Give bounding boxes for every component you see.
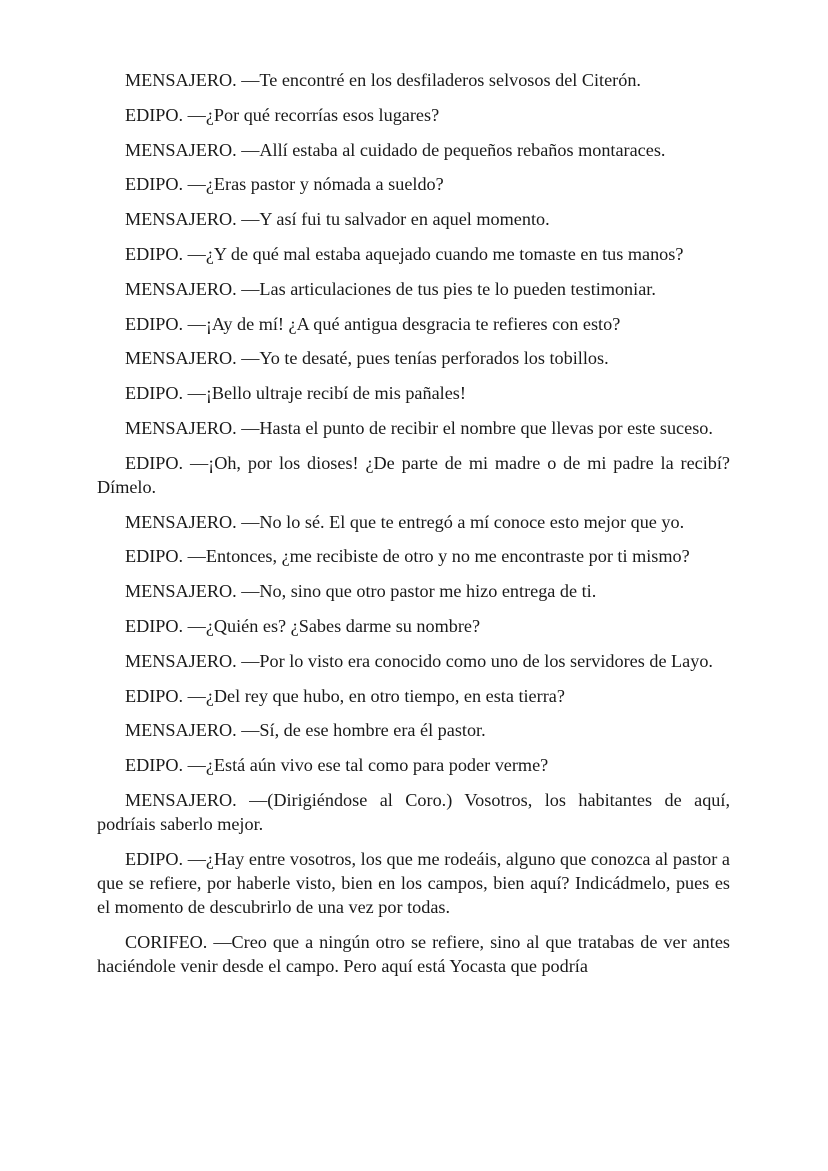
- dialogue-line: MENSAJERO. —(Dirigiéndose al Coro.) Vosotros, los habitantes de aquí, podríais saberlo mejor.: [97, 789, 730, 834]
- dialogue-line: EDIPO. —¿Está aún vivo ese tal como para poder verme?: [125, 755, 549, 776]
- dialogue-line: MENSAJERO. —Yo te desaté, pues tenías perforados los tobillos.: [125, 348, 609, 369]
- dialogue-line: EDIPO. —¿Quién es? ¿Sabes darme su nombre?: [125, 615, 481, 636]
- dialogue-line: EDIPO. —¿Hay entre vosotros, los que me rodeáis, alguno que conozca al pastor a que se refiere, por haberle visto, bien en los campos, bien aquí? Indicádmelo, pues es el momento de descubrirlo de una vez por todas.: [97, 848, 730, 917]
- dialogue-line: MENSAJERO. —No lo sé. El que te entregó a mí conoce esto mejor que yo.: [125, 511, 685, 532]
- dialogue-line: CORIFEO. —Creo que a ningún otro se refiere, sino al que tratabas de ver antes haciéndole venir desde el campo. Pero aquí está Yocasta que podría: [97, 931, 730, 976]
- dialogue-line: MENSAJERO. —Hasta el punto de recibir el nombre que llevas por este suceso.: [125, 417, 713, 438]
- dialogue-line: EDIPO. —Entonces, ¿me recibiste de otro y no me encontraste por ti mismo?: [125, 546, 690, 567]
- dialogue-line: MENSAJERO. —Sí, de ese hombre era él pastor.: [125, 720, 486, 741]
- dialogue-line: EDIPO. —¡Bello ultraje recibí de mis pañales!: [125, 383, 466, 404]
- dialogue-line: EDIPO. —¿Del rey que hubo, en otro tiempo, en esta tierra?: [125, 685, 565, 706]
- dialogue-line: MENSAJERO. —Las articulaciones de tus pies te lo pueden testimoniar.: [125, 278, 656, 299]
- dialogue-line: MENSAJERO. —Allí estaba al cuidado de pequeños rebaños montaraces.: [125, 139, 666, 160]
- dialogue-line: MENSAJERO. —Y así fui tu salvador en aquel momento.: [125, 209, 550, 230]
- dialogue-line: EDIPO. —¡Oh, por los dioses! ¿De parte de mi madre o de mi padre la recibí? Dímelo.: [97, 452, 730, 497]
- dialogue-line: EDIPO. —¡Ay de mí! ¿A qué antigua desgracia te refieres con esto?: [125, 313, 621, 334]
- dialogue-line: MENSAJERO. —Te encontré en los desfiladeros selvosos del Citerón.: [125, 70, 641, 90]
- dialogue-line: EDIPO. —¿Y de qué mal estaba aquejado cuando me tomaste en tus manos?: [125, 243, 684, 264]
- dialogue-line: EDIPO. —¿Por qué recorrías esos lugares?: [125, 104, 440, 125]
- dialogue-line: EDIPO. —¿Eras pastor y nómada a sueldo?: [125, 174, 444, 195]
- document-page: [97, 68, 730, 988]
- dialogue-line: MENSAJERO. —No, sino que otro pastor me hizo entrega de ti.: [125, 581, 597, 602]
- dialogue-line: MENSAJERO. —Por lo visto era conocido como uno de los servidores de Layo.: [125, 650, 713, 671]
